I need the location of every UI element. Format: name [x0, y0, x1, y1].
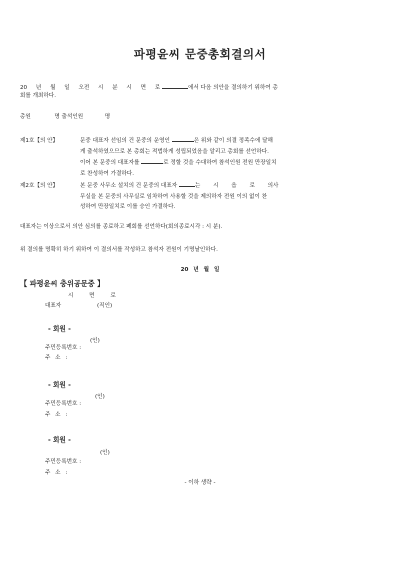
present-members-label: 명 출석인원 [54, 114, 84, 120]
member-1-address-label: 주 소 : [45, 355, 68, 361]
closing-statement: 대표자는 이상으로서 의안 심의를 종료하고 폐회를 선언하다(회의종료시각 : 시 분). [20, 224, 223, 230]
member-3-address-label: 주 소 : [45, 470, 68, 476]
attendance-line [20, 113, 110, 121]
org-rep-seal: (직인) [97, 303, 113, 309]
agenda-2-line-1: 본 문중 사무소 설치의 건 문중의 대표자 는 시 읍 로 의사 [80, 180, 278, 192]
witness-statement: 위 결의를 명확히 하기 위하여 이 결의서를 작성하고 참석자 전원이 기명날인하다. [20, 247, 218, 253]
agenda-1-body [80, 135, 277, 179]
member-3-seal: (인) [100, 450, 110, 456]
agenda-2-line-2: 무실을 본 문중의 사무실로 임차하여 사용할 것을 제의하자 전원 이의 없이 찬 [80, 193, 268, 200]
agenda-1-label: 제1호【의 안】 [20, 138, 59, 144]
org-address: 시 면 로 [68, 293, 116, 299]
present-unit-label: 명 [104, 114, 111, 120]
intro-purpose-text: 에서 다음 의안을 결의하기 위하여 총 [187, 85, 278, 91]
member-3-heading: - 회원 - [48, 436, 71, 444]
agenda-2-body [80, 180, 278, 213]
venue-blank [162, 82, 188, 89]
signing-date: 20 년 월 일 [180, 267, 220, 273]
member-3-id-label: 주민등록번호 : [45, 459, 82, 465]
member-1-id-label: 주민등록번호 : [45, 345, 82, 351]
intro-line-2: 회를 개최하다. [20, 93, 56, 99]
agenda-1-line-2: 게 출석하였으므로 본 총회는 적법하게 성립되었음을 알리고 총회를 선언하다. [80, 148, 269, 155]
agenda-1-line-4: 로 찬성하여 가결하다. [80, 170, 134, 177]
agenda-2-line-3: 성하여 만장일치로 이를 승인 가결하다. [80, 204, 176, 210]
agenda-2-label: 제2호【의 안】 [20, 183, 59, 189]
total-members-label: 총원 [20, 114, 31, 120]
footer-omitted-note: - 이하 생략 - [184, 480, 216, 486]
member-2-heading: - 회원 - [48, 381, 71, 389]
member-2-seal: (인) [95, 394, 105, 400]
agenda-1-line-3: 이어 본 문중의 대표자를 로 정할 것을 수대하여 참석인원 전원 만장일치 [80, 157, 277, 169]
intro-datetime-text: 20 년 월 일 오전 시 분 시 면 로 [20, 85, 161, 91]
org-rep-label: 대표자 [45, 303, 62, 309]
member-1-seal: (인) [90, 338, 100, 344]
document-title: 파평윤씨 문중총회결의서 [133, 47, 267, 61]
member-2-id-label: 주민등록번호 : [45, 401, 82, 407]
org-heading: 【 파평윤씨 충위공문중 】 [20, 279, 105, 288]
member-2-address-label: 주 소 : [45, 412, 68, 418]
intro-line-1 [20, 82, 278, 92]
agenda-1-line-1: 문중 대표자 선임의 건 문중의 운영인 은 위와 같이 의결 정족수에 달해 [80, 135, 277, 147]
member-1-heading: - 회원 - [48, 325, 71, 333]
